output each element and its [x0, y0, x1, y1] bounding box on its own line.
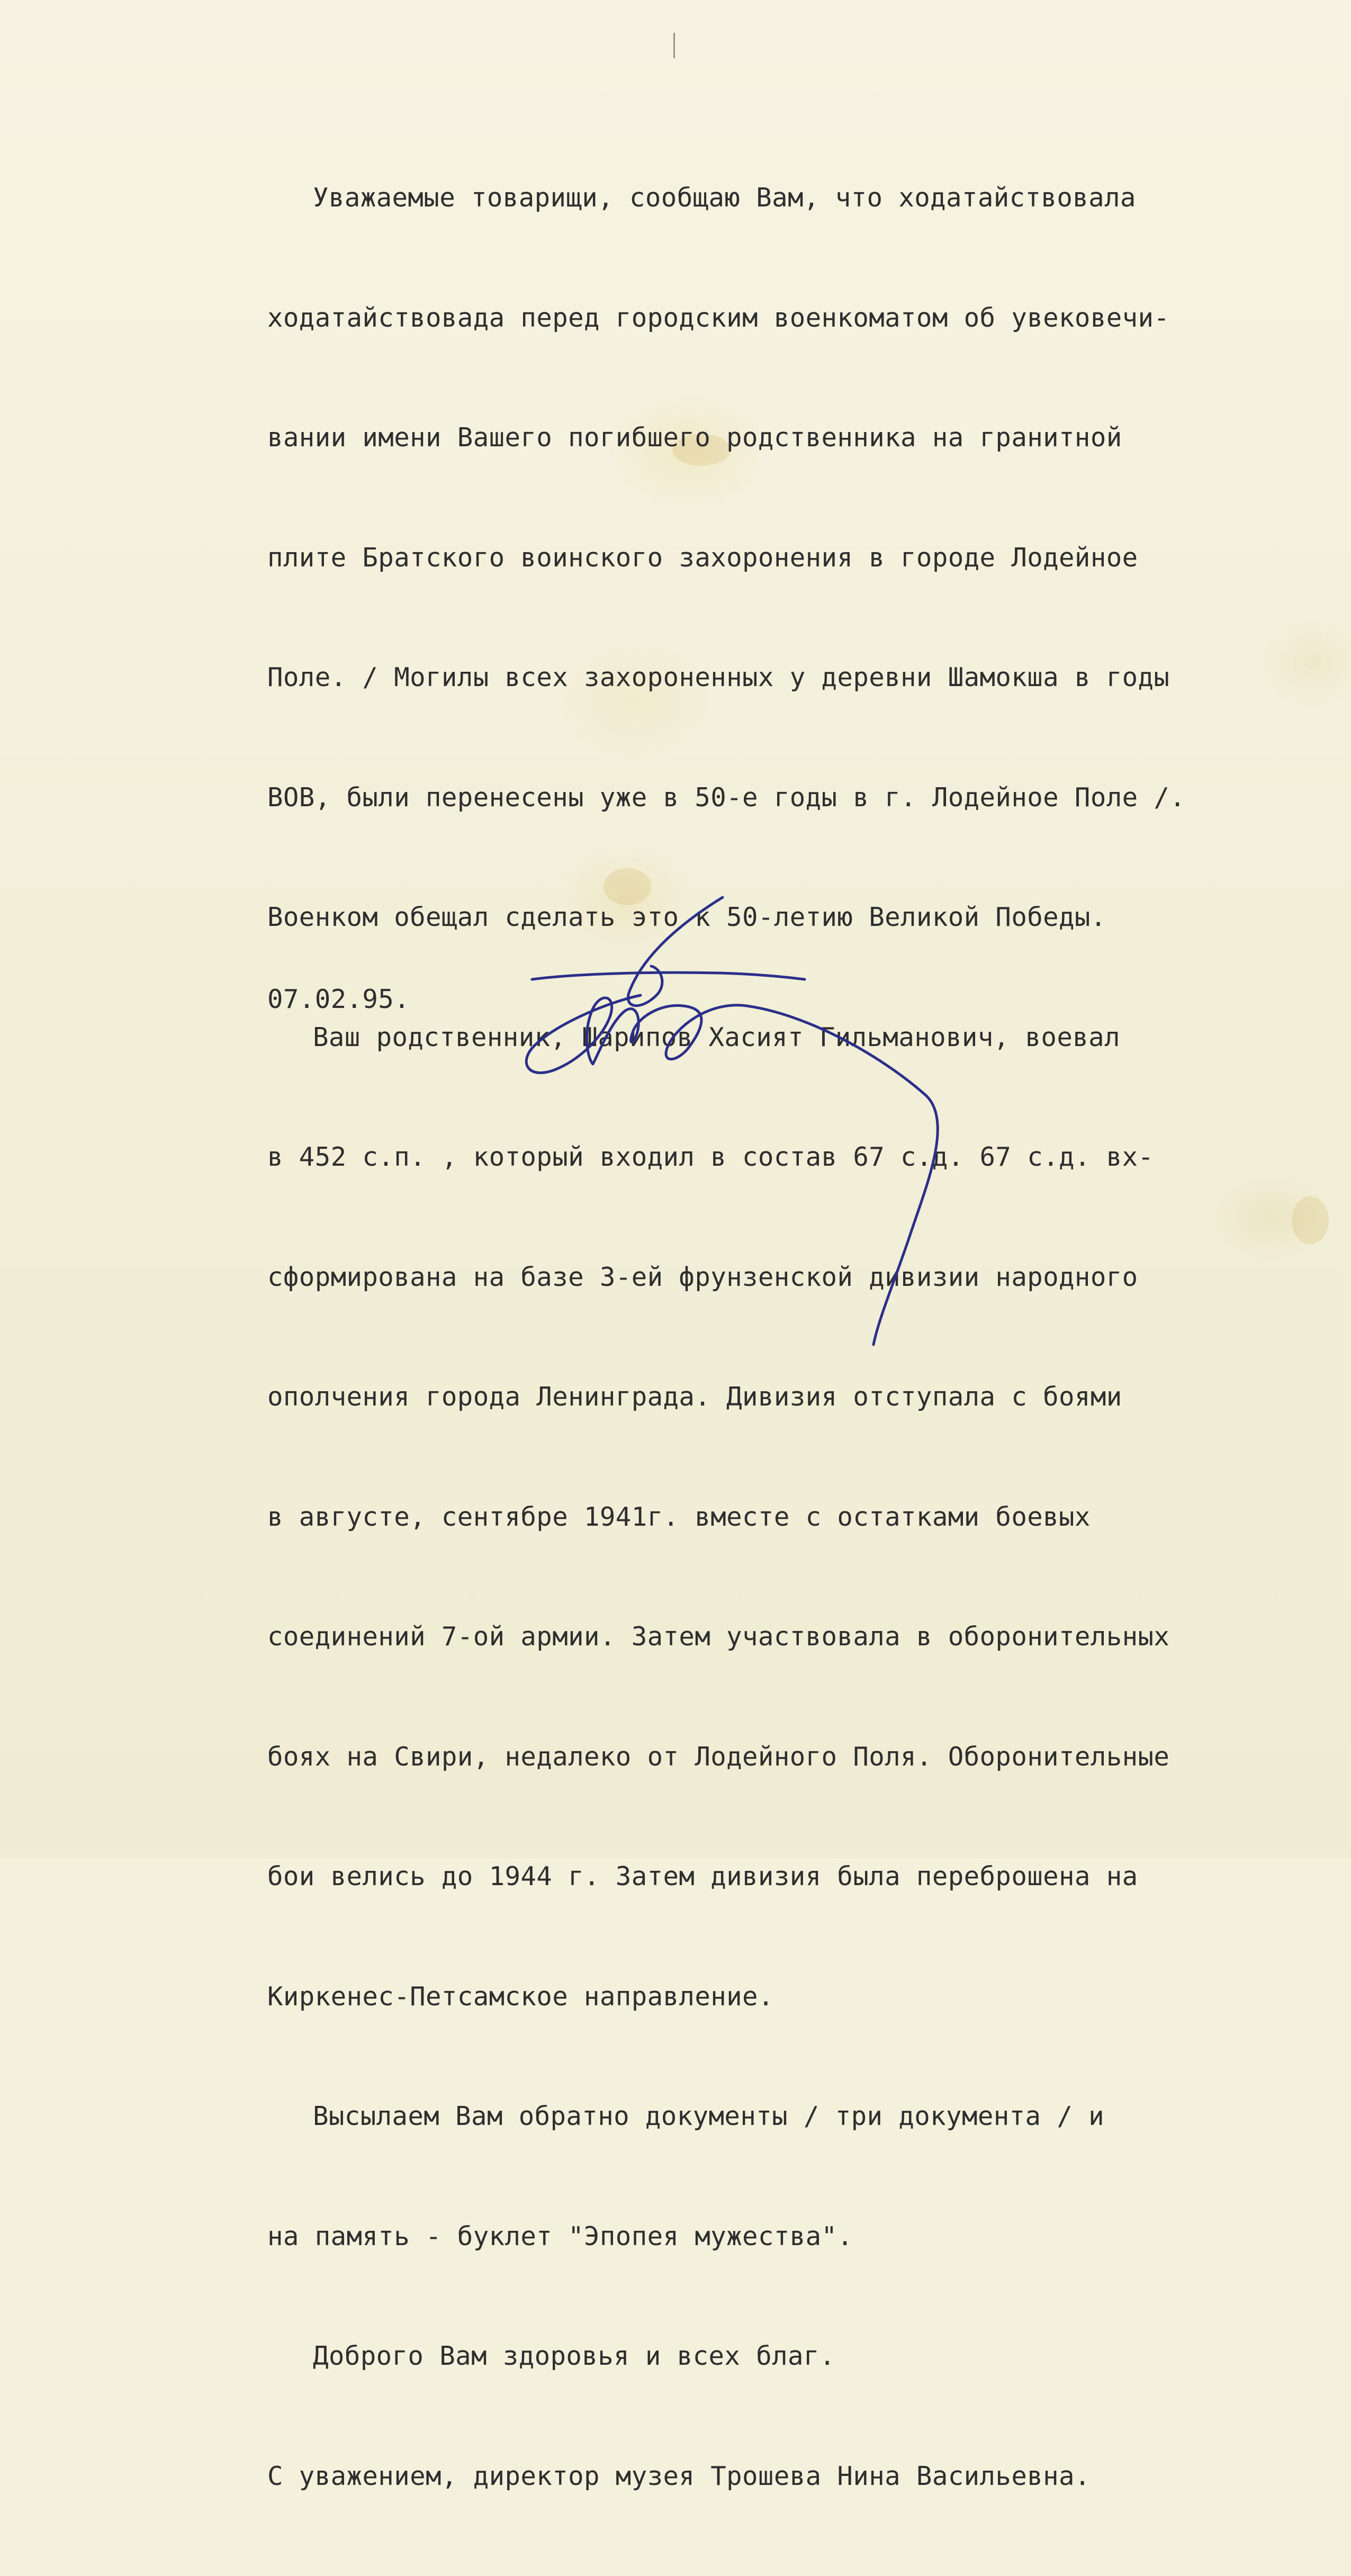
stain — [1292, 1196, 1329, 1244]
letter-line: сформирована на базе 3-ей фрунзенской дивизии народного — [267, 1262, 1138, 1292]
letter-line: Высылаем Вам обратно документы / три документа / и — [313, 2101, 1105, 2131]
letter-line: ходатайствовада перед городским военкоматом об увековечи- — [267, 302, 1170, 333]
letter-line: Доброго Вам здоровья и всех благ. — [313, 2341, 835, 2371]
letter-line: Ваш родственник, Шарипов Хасият Гильманович, воевал — [313, 1022, 1120, 1052]
letter-line: Военком обещал сделать это к 50-летию Великой Победы. — [267, 902, 1106, 932]
letter-line: в августе, сентябре 1941г. вместе с остатками боевых — [267, 1501, 1091, 1532]
letter-line: Поле. / Могилы всех захороненных у деревни Шамокша в годы — [267, 662, 1170, 692]
letter-line: бои велись до 1944 г. Затем дивизия была переброшена на — [267, 1861, 1138, 1892]
letter-date: 07.02.95. — [267, 984, 410, 1014]
letter-line: боях на Свири, недалеко от Лодейного Поля. Оборонительные — [267, 1741, 1170, 1772]
letter-line: ополчения города Ленинграда. Дивизия отступала с боями — [267, 1382, 1122, 1412]
letter-line: вании имени Вашего погибшего родственника на гранитной — [267, 422, 1122, 453]
letter-line: плите Братского воинского захоронения в городе Лодейное — [267, 542, 1138, 573]
letter-line: на память - буклет "Эпопея мужества". — [267, 2221, 853, 2251]
letter-line: в 452 с.п. , который входил в состав 67 с.д. 67 с.д. вх- — [267, 1142, 1154, 1172]
letter-line: ВОВ, были перенесены уже в 50-е годы в г. Лодейное Поле /. — [267, 782, 1186, 813]
letter-line: С уважением, директор музея Трошева Нина Васильевна. — [267, 2461, 1091, 2491]
letter-line: Уважаемые товарищи, сообщаю Вам, что ходатайствовала — [313, 183, 1136, 213]
fold-mark — [673, 33, 675, 58]
letter-line: соединений 7-ой армии. Затем участвовала в оборонительных — [267, 1622, 1170, 1652]
letter-line: Киркенес-Петсамское направление. — [267, 1981, 774, 2012]
handwritten-signature — [508, 889, 942, 1355]
